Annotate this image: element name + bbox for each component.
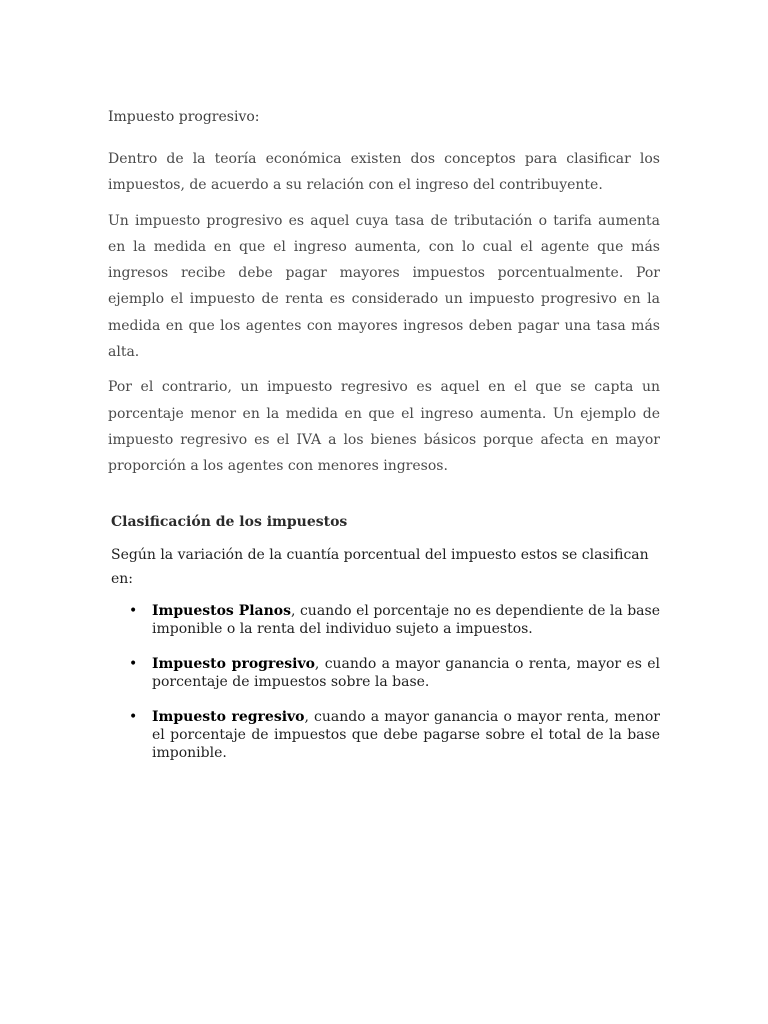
section-intro: Según la variación de la cuantía porcentual del impuesto estos se clasifican en: (111, 547, 649, 587)
list-item-regressive-tax (111, 708, 660, 762)
list-item-text: , cuando a mayor ganancia o renta, mayor es el porcentaje de impuestos sobre la base. (152, 656, 660, 690)
bullet-icon: • (129, 656, 138, 672)
document-body (108, 104, 660, 480)
document-title: Impuesto progresivo: (108, 109, 260, 125)
paragraph-regressive: Por el contrario, un impuesto regresivo es aquel en el que se capta un porcentaje menor en la medida en que el ingreso aumenta. Un ejemplo de impuesto regresivo es el IVA a los bienes básicos porque afecta en mayor proporción a los agentes con menores ingresos. (108, 379, 660, 475)
list-item-text: , cuando a mayor ganancia o mayor renta, menor el porcentaje de impuestos que debe pagarse sobre el total de la base imponible. (152, 709, 661, 761)
paragraph-progressive: Un impuesto progresivo es aquel cuya tasa de tributación o tarifa aumenta en la medida en que el ingreso aumenta, con lo cual el agente que más ingresos recibe debe pagar mayores impuestos porcentualmente. Por ejemplo el impuesto de renta es considerado un impuesto progresivo en la medida en que los agentes con mayores ingresos deben pagar una tasa más alta. (108, 212, 660, 361)
list-item-progressive-tax (111, 655, 660, 691)
bullet-icon: • (129, 603, 138, 619)
list-item-flat-tax (111, 602, 660, 638)
bullet-icon: • (129, 709, 138, 725)
classification-list (111, 602, 660, 762)
list-item-text: , cuando el porcentaje no es dependiente de la base imponible o la renta del individuo sujeto a impuestos. (152, 603, 660, 637)
list-item-term: Impuesto regresivo (152, 709, 305, 725)
section-heading: Clasificación de los impuestos (111, 514, 348, 530)
paragraph-intro: Dentro de la teoría económica existen dos conceptos para clasificar los impuestos, de acuerdo a su relación con el ingreso del contribuyente. (108, 151, 660, 194)
list-item-term: Impuestos Planos (152, 603, 292, 619)
list-item-term: Impuesto progresivo (152, 656, 315, 672)
classification-section (111, 510, 660, 779)
